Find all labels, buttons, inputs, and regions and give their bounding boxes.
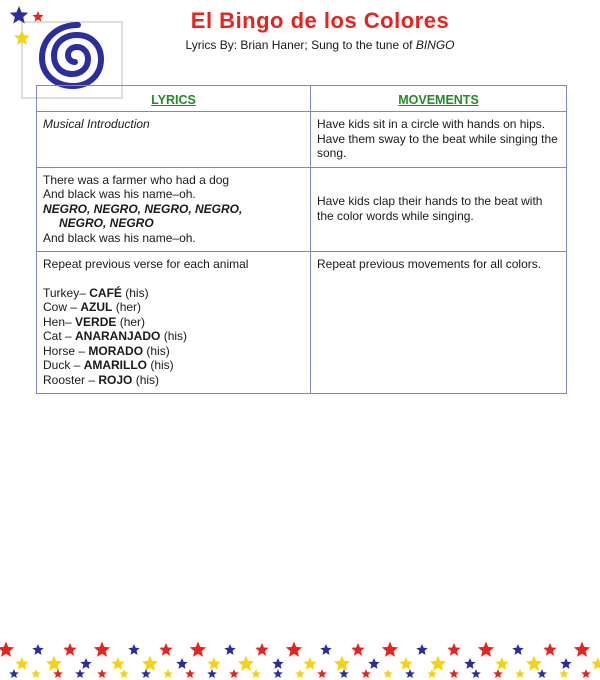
movements-cell: Have kids clap their hands to the beat with the color words while singing.	[311, 167, 567, 252]
star-icon	[251, 669, 261, 678]
header-movements: MOVEMENTS	[311, 86, 567, 112]
star-icon	[229, 669, 239, 678]
star-icon	[15, 657, 28, 670]
star-icon	[591, 657, 600, 670]
star-icon	[63, 643, 76, 656]
animal-line: Turkey– CAFÉ (his)	[43, 285, 149, 300]
lyrics-cell: There was a farmer who had a dog And black was his name–oh. NEGRO, NEGRO, NEGRO, NEGRO, NEGRO, NEGRO And black was his name–oh.	[37, 167, 311, 252]
star-icon	[449, 669, 459, 678]
table-row	[37, 167, 567, 252]
star-icon	[320, 644, 331, 655]
star-icon	[207, 669, 217, 678]
star-icon	[128, 644, 139, 655]
star-icon	[0, 642, 14, 657]
star-icon	[464, 658, 475, 669]
color-word: CAFÉ	[89, 285, 122, 300]
animal-line: Cow – AZUL (her)	[43, 300, 142, 314]
star-icon	[512, 644, 523, 655]
star-icon	[97, 669, 107, 678]
star-icon	[447, 643, 460, 656]
page-subtitle	[130, 38, 510, 52]
star-icon	[255, 643, 268, 656]
star-icon	[295, 669, 305, 678]
color-word: MORADO	[88, 343, 144, 358]
star-icon	[574, 642, 590, 657]
star-icon	[317, 669, 327, 678]
table-row	[37, 112, 567, 168]
star-icon	[526, 656, 542, 671]
lyrics-cell: Repeat previous verse for each animal Turkey– CAFÉ (his) Cow – AZUL (her) Hen– VERDE (her) Cat – ANARANJADO (his) Horse – MORADO (his) Duck – AMARILLO (his) Rooster – ROJO (his)	[37, 252, 311, 394]
table-header-row	[37, 86, 567, 112]
star-icon	[142, 656, 158, 671]
star-icon	[405, 669, 415, 678]
subtitle-tune: BINGO	[415, 38, 455, 52]
spiral-icon	[42, 25, 101, 86]
star-icon	[10, 6, 29, 24]
star-icon	[32, 644, 43, 655]
star-icon	[163, 669, 173, 678]
star-icon	[495, 657, 508, 670]
star-icon	[383, 669, 393, 678]
star-icon	[427, 669, 437, 678]
star-icon	[75, 669, 85, 678]
star-icon	[493, 669, 503, 678]
star-icon	[382, 642, 398, 657]
star-icon	[273, 669, 283, 678]
color-word: AZUL	[80, 300, 113, 314]
star-icon	[94, 642, 110, 657]
lyrics-table	[36, 85, 567, 394]
color-word: AMARILLO	[83, 358, 148, 372]
animal-line: Duck – AMARILLO (his)	[43, 358, 174, 372]
star-icon	[31, 669, 41, 678]
star-icon	[46, 656, 62, 671]
page-title: El Bingo de los Colores	[190, 8, 450, 33]
color-word: ANARANJADO	[75, 329, 161, 343]
star-icon	[119, 669, 129, 678]
subtitle-credit: Lyrics By: Brian Haner; Sung to the tune of	[185, 38, 416, 52]
star-icon	[185, 669, 195, 678]
star-icon	[33, 11, 44, 22]
star-icon	[471, 669, 481, 678]
star-icon	[224, 644, 235, 655]
star-icon	[416, 644, 427, 655]
star-border	[0, 636, 600, 680]
star-icon	[478, 642, 494, 657]
star-icon	[368, 658, 379, 669]
star-icon	[303, 657, 316, 670]
animal-list	[43, 286, 304, 388]
color-word: VERDE	[75, 314, 117, 329]
star-icon	[286, 642, 302, 657]
star-icon	[334, 656, 350, 671]
star-icon	[399, 657, 412, 670]
movements-cell: Have kids sit in a circle with hands on hips. Have them sway to the beat while singing the song.	[311, 112, 567, 168]
star-icon	[238, 656, 254, 671]
table-row	[37, 252, 567, 394]
star-icon	[53, 669, 63, 678]
animal-line: Rooster – ROJO (his)	[43, 372, 160, 387]
star-icon	[515, 669, 525, 678]
star-icon	[9, 669, 19, 678]
star-icon	[176, 658, 187, 669]
animal-line: Cat – ANARANJADO (his)	[43, 329, 188, 343]
star-icon	[111, 657, 124, 670]
star-icon	[272, 658, 283, 669]
star-icon	[430, 656, 446, 671]
movements-cell: Repeat previous movements for all colors.	[311, 252, 567, 394]
lyrics-cell: Musical Introduction	[37, 112, 311, 168]
star-icon	[80, 658, 91, 669]
star-icon	[560, 658, 571, 669]
star-icon	[190, 642, 206, 657]
star-icon	[581, 669, 591, 678]
star-icon	[361, 669, 371, 678]
color-word: ROJO	[98, 372, 133, 387]
star-icon	[543, 643, 556, 656]
star-icon	[159, 643, 172, 656]
header-lyrics: LYRICS	[37, 86, 311, 112]
animal-line: Horse – MORADO (his)	[43, 343, 170, 358]
star-icon	[351, 643, 364, 656]
animal-line: Hen– VERDE (her)	[43, 314, 146, 329]
star-icon	[207, 657, 220, 670]
star-icon	[559, 669, 569, 678]
star-icon	[141, 669, 151, 678]
star-icon	[339, 669, 349, 678]
